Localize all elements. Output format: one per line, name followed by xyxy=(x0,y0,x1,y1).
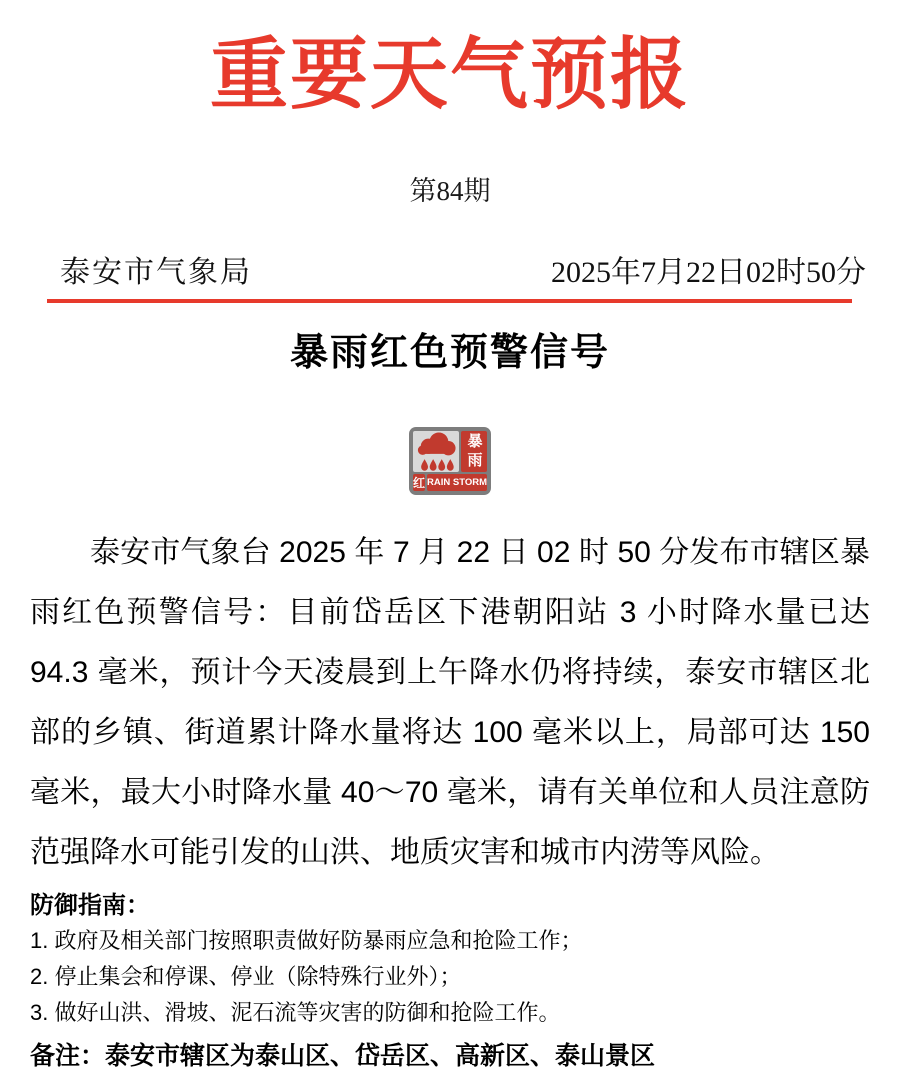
issue-number: 第84期 xyxy=(409,176,491,206)
defense-guide-item: 2. 停止集会和停课、停业（除特殊行业外）； xyxy=(30,964,462,989)
defense-guide xyxy=(30,889,870,1031)
header-row xyxy=(0,253,900,293)
warning-icon-container xyxy=(0,427,900,495)
icon-en-label: RAIN STORM xyxy=(427,474,487,491)
agency-name: 泰安市气象局 xyxy=(60,256,252,289)
signal-title: 暴雨红色预警信号 xyxy=(289,332,610,374)
rain-cloud-icon xyxy=(413,431,459,472)
icon-level-label: 红 xyxy=(413,476,426,490)
rainstorm-red-warning-icon xyxy=(409,427,491,495)
bulletin-title: 重要天气预报 xyxy=(209,31,690,118)
defense-guide-item: 3. 做好山洪、滑坡、泥石流等灾害的防御和抢险工作。 xyxy=(30,1000,561,1025)
defense-guide-item: 1. 政府及相关部门按照职责做好防暴雨应急和抢险工作； xyxy=(30,928,583,953)
red-divider xyxy=(47,299,852,303)
defense-guide-heading: 防御指南： xyxy=(30,892,150,919)
warning-icon-bottom-row xyxy=(413,474,487,491)
footer-note: 备注：泰安市辖区为泰山区、岱岳区、高新区、泰山景区 xyxy=(30,1042,656,1070)
warning-body-text: 泰安市气象台 2025 年 7 月 22 日 02 时 50 分发布市辖区暴雨红色预警信号：目前岱岳区下港朝阳站 3 小时降水量已达 94.3 毫米，预计今天凌晨到上午降水仍将持续，泰安市辖区北部的乡镇、街道累计降水量将达 100 毫米以上，局部可达 150 毫米，最大小时降水量 40～70 毫米，请有关单位和人员注意防范强降水可能引发的山洪、地质灾害和城市内涝等风险。 xyxy=(30,536,870,869)
issue-datetime: 2025年7月22日02时50分 xyxy=(551,256,866,289)
icon-cn-label: 暴雨 xyxy=(461,431,487,472)
warning-icon-top-row xyxy=(413,431,487,472)
